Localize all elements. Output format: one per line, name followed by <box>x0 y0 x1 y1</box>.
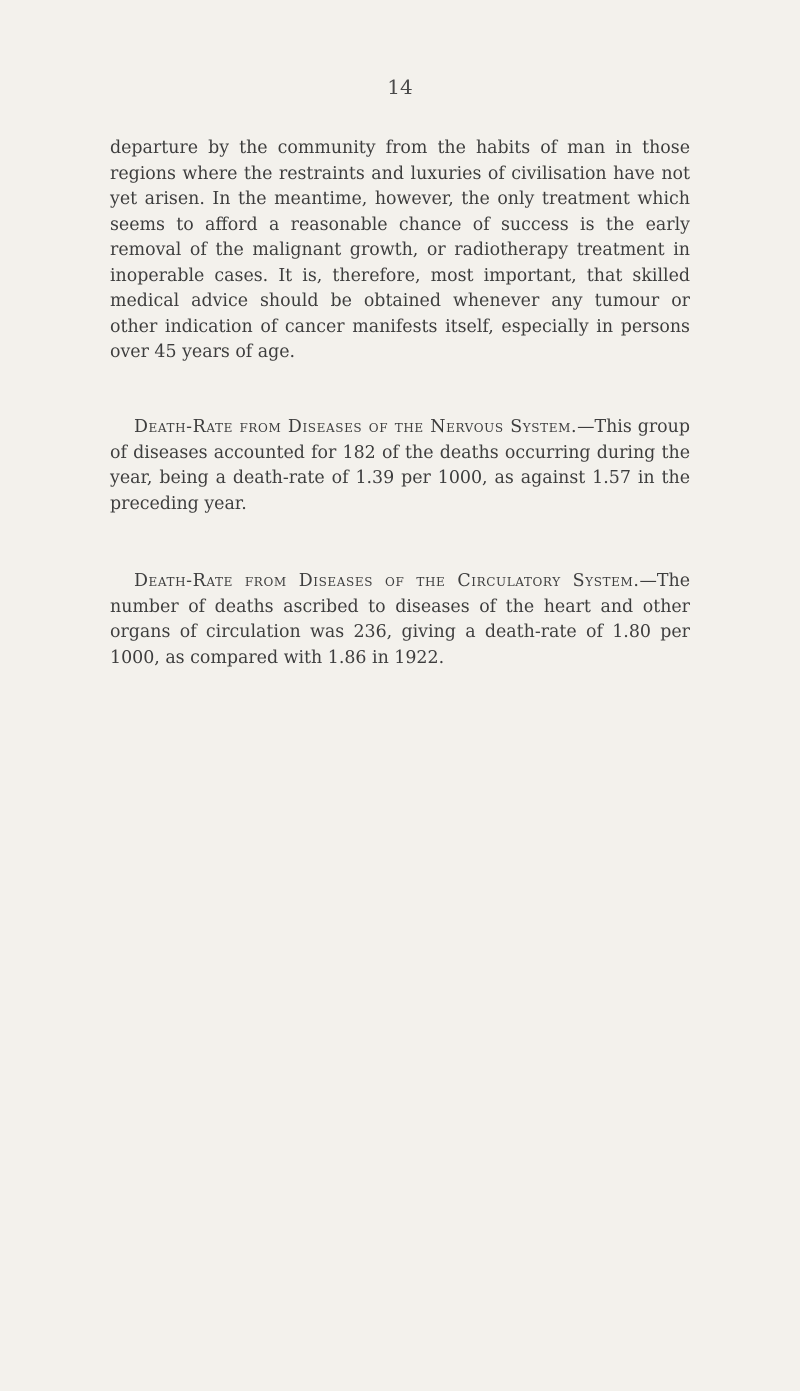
paragraph-nervous-system <box>110 415 690 517</box>
paragraph-text: —The number of deaths ascribed to diseases of the heart and other organs of circulation was 236, giving a death-rate of 1.80 per 1000, as compared with 1.86 in 1922. <box>110 571 690 668</box>
section-heading: Death-Rate from Diseases of the Circulatory System. <box>134 571 640 591</box>
paragraph-text: —This group of diseases accounted for 182 of the deaths occurring during the year, being a death-rate of 1.39 per 1000, as against 1.57 in the preceding year. <box>110 417 690 514</box>
section-heading: Death-Rate from Diseases of the Nervous System. <box>134 417 578 437</box>
paragraph-circulatory-system <box>110 569 690 671</box>
page-number: 14 <box>387 75 413 99</box>
paragraph-cancer-treatment <box>110 136 690 366</box>
paragraph-text: departure by the community from the habits of man in those regions where the restraints and luxuries of civilisation have not yet arisen. In the meantime, however, the only treatment which seems to afford a reasonable chance of success is the early removal of the malignant growth, or radiotherapy treatment in inoperable cases. It is, therefore, most important, that skilled medical advice should be obtained whenever any tumour or other indication of cancer manifests itself, especially in persons over 45 years of age. <box>110 138 690 362</box>
